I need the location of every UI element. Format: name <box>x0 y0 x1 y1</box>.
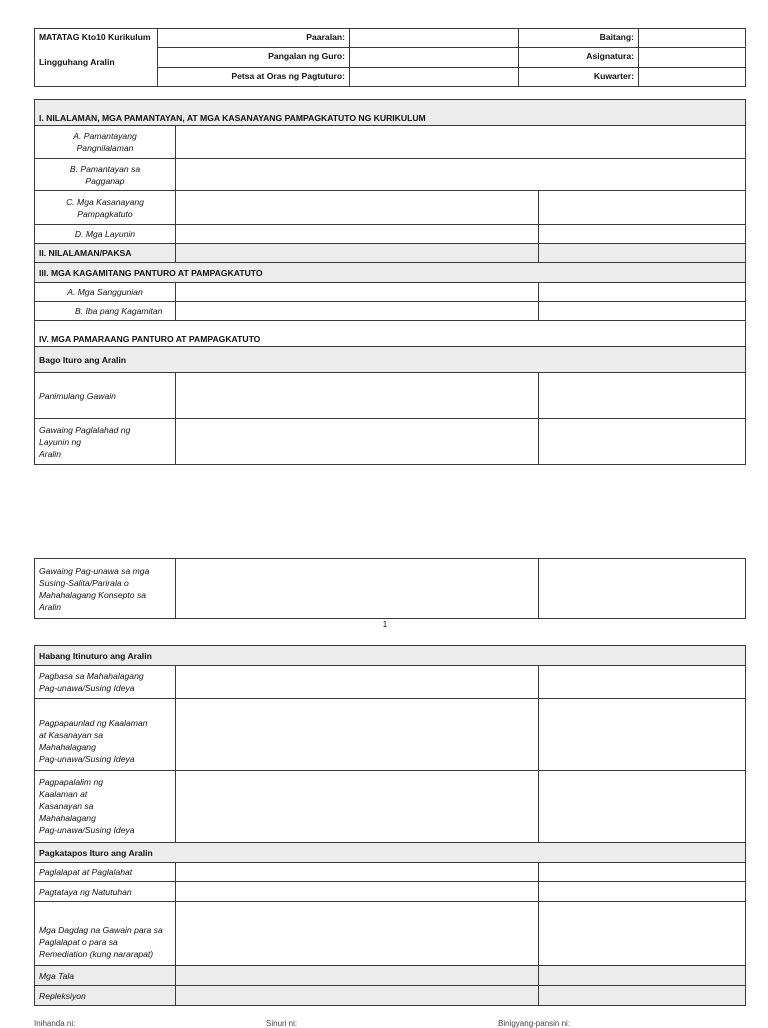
application-label: Paglalapat at Paglalahat <box>34 862 176 882</box>
performance-standard-line1: B. Pamantayan sa <box>69 163 141 174</box>
objectives-notes-field[interactable] <box>538 224 746 244</box>
remarks-notes-field[interactable] <box>538 965 746 986</box>
developing-knowledge-line3: Mahahalagang <box>39 742 96 752</box>
learning-competencies-line1: C. Mga Kasanayang <box>66 196 144 207</box>
learning-competencies-label <box>34 190 176 225</box>
deepening-knowledge-notes-field[interactable] <box>538 770 746 843</box>
developing-knowledge-field[interactable] <box>175 698 539 771</box>
key-concepts-line2: Susing-Salita/Parirala o <box>39 578 129 588</box>
introductory-activity-notes-field[interactable] <box>538 372 746 419</box>
objective-presentation-label <box>34 418 176 465</box>
remarks-label: Mga Tala <box>34 965 176 986</box>
key-concepts-notes-field[interactable] <box>538 558 746 619</box>
other-materials-label: B. Iba pang Kagamitan <box>34 301 176 321</box>
developing-knowledge-notes-field[interactable] <box>538 698 746 771</box>
objective-presentation-field[interactable] <box>175 418 539 465</box>
references-field[interactable] <box>175 282 539 302</box>
date-time-field[interactable] <box>349 67 519 87</box>
prepared-by-label: Inihanda ni: <box>34 1019 76 1028</box>
subject-field[interactable] <box>638 47 746 68</box>
section-2-title: II. NILALAMAN/PAKSA <box>34 243 176 263</box>
learning-competencies-field[interactable] <box>175 190 539 225</box>
other-materials-notes-field[interactable] <box>538 301 746 321</box>
date-time-label: Petsa at Oras ng Pagtuturo: <box>157 67 350 87</box>
key-concepts-line1: Gawaing Pag-unawa sa mga <box>39 566 150 576</box>
remarks-field[interactable] <box>175 965 539 986</box>
application-field[interactable] <box>175 862 539 882</box>
learning-competencies-line2: Pampagkatuto <box>77 208 133 219</box>
teacher-field[interactable] <box>349 47 519 68</box>
content-standard-field[interactable] <box>175 125 746 159</box>
lesson-plan-title-cell <box>34 28 158 87</box>
reflection-field[interactable] <box>175 985 539 1006</box>
reading-key-ideas-label <box>34 665 176 699</box>
deepening-knowledge-field[interactable] <box>175 770 539 843</box>
objective-presentation-line3: Aralin <box>39 449 61 459</box>
objectives-label: D. Mga Layunin <box>34 224 176 244</box>
key-concepts-line4: Aralin <box>39 602 61 612</box>
reflection-notes-field[interactable] <box>538 985 746 1006</box>
developing-knowledge-line1: Pagpapaunlad ng Kaalaman <box>39 718 148 728</box>
objective-presentation-notes-field[interactable] <box>538 418 746 465</box>
school-label: Paaralan: <box>157 28 350 48</box>
during-lesson-header: Habang Itinuturo ang Aralin <box>34 645 746 666</box>
objectives-field[interactable] <box>175 224 539 244</box>
key-concepts-line3: Mahahalagang Konsepto sa <box>39 590 147 600</box>
additional-activities-line3: Remediation (kung nararapat) <box>39 949 154 959</box>
assessment-label: Pagtataya ng Natutuhan <box>34 881 176 902</box>
developing-knowledge-label <box>34 698 176 771</box>
section-4-title <box>34 320 746 347</box>
grade-label: Baitang: <box>518 28 639 48</box>
reading-key-ideas-line2: Pag-unawa/Susing Ideya <box>39 683 135 693</box>
school-field[interactable] <box>349 28 519 48</box>
grade-field[interactable] <box>638 28 746 48</box>
reading-key-ideas-line1: Pagbasa sa Mahahalagang <box>39 671 144 681</box>
other-materials-field[interactable] <box>175 301 539 321</box>
performance-standard-line2: Pagganap <box>85 175 125 186</box>
checked-by-label: Sinuri ni: <box>266 1019 298 1028</box>
content-standard-line2: Pangnilalaman <box>76 143 134 153</box>
after-lesson-header: Pagkatapos Ituro ang Aralin <box>34 842 746 863</box>
developing-knowledge-line4: Pag-unawa/Susing Ideya <box>39 754 135 764</box>
references-notes-field[interactable] <box>538 282 746 302</box>
additional-activities-field[interactable] <box>175 901 539 966</box>
section-1-title: I. NILALAMAN, MGA PAMANTAYAN, AT MGA KASANAYANG PAMPAGKATUTO NG KURIKULUM <box>34 110 746 126</box>
plan-type-title: Lingguhang Aralin <box>39 57 115 67</box>
introductory-activity-label: Panimulang Gawain <box>34 372 176 419</box>
objective-presentation-line1: Gawaing Paglalahad ng <box>39 425 131 435</box>
reflection-label: Repleksiyon <box>34 985 176 1006</box>
noted-by-label: Binigyang-pansin ni: <box>498 1019 571 1028</box>
section-4-title-text: IV. MGA PAMARAANG PANTURO AT PAMPAGKATUTO <box>39 334 261 344</box>
introductory-activity-field[interactable] <box>175 372 539 419</box>
assessment-field[interactable] <box>175 881 539 902</box>
quarter-label: Kuwarter: <box>518 67 639 87</box>
before-lesson-header: Bago Ituro ang Aralin <box>34 346 746 373</box>
deepening-knowledge-line4: Mahahalagang <box>39 813 96 823</box>
deepening-knowledge-line1: Pagpapalalim ng <box>39 777 104 787</box>
performance-standard-field[interactable] <box>175 158 746 191</box>
quarter-field[interactable] <box>638 67 746 87</box>
performance-standard-label <box>34 158 176 191</box>
learning-competencies-notes-field[interactable] <box>538 190 746 225</box>
deepening-knowledge-line5: Pag-unawa/Susing Ideya <box>39 825 135 835</box>
subject-label: Asignatura: <box>518 47 639 68</box>
content-standard-line1: A. Pamantayang <box>73 131 137 141</box>
additional-activities-notes-field[interactable] <box>538 901 746 966</box>
content-standard-label <box>34 125 176 159</box>
teacher-label: Pangalan ng Guro: <box>157 47 350 68</box>
deepening-knowledge-line2: Kaalaman at <box>39 789 88 799</box>
additional-activities-label <box>34 901 176 966</box>
topic-notes-field[interactable] <box>538 243 746 263</box>
application-notes-field[interactable] <box>538 862 746 882</box>
objective-presentation-line2: Layunin ng <box>39 437 82 447</box>
deepening-knowledge-label <box>34 770 176 843</box>
page-number: 1 <box>382 620 388 629</box>
key-concepts-field[interactable] <box>175 558 539 619</box>
curriculum-title: MATATAG Kto10 Kurikulum <box>39 32 151 42</box>
additional-activities-line2: Paglalapat o para sa <box>39 937 118 947</box>
assessment-notes-field[interactable] <box>538 881 746 902</box>
key-concepts-label <box>34 558 176 619</box>
references-label: A. Mga Sanggunian <box>34 282 176 302</box>
reading-key-ideas-field[interactable] <box>175 665 539 699</box>
deepening-knowledge-line3: Kasanayan sa <box>39 801 94 811</box>
topic-field[interactable] <box>175 243 539 263</box>
reading-key-ideas-notes-field[interactable] <box>538 665 746 699</box>
developing-knowledge-line2: at Kasanayan sa <box>39 730 104 740</box>
additional-activities-line1: Mga Dagdag na Gawain para sa <box>39 925 163 935</box>
section-3-title: III. MGA KAGAMITANG PANTURO AT PAMPAGKATUTO <box>34 262 746 283</box>
